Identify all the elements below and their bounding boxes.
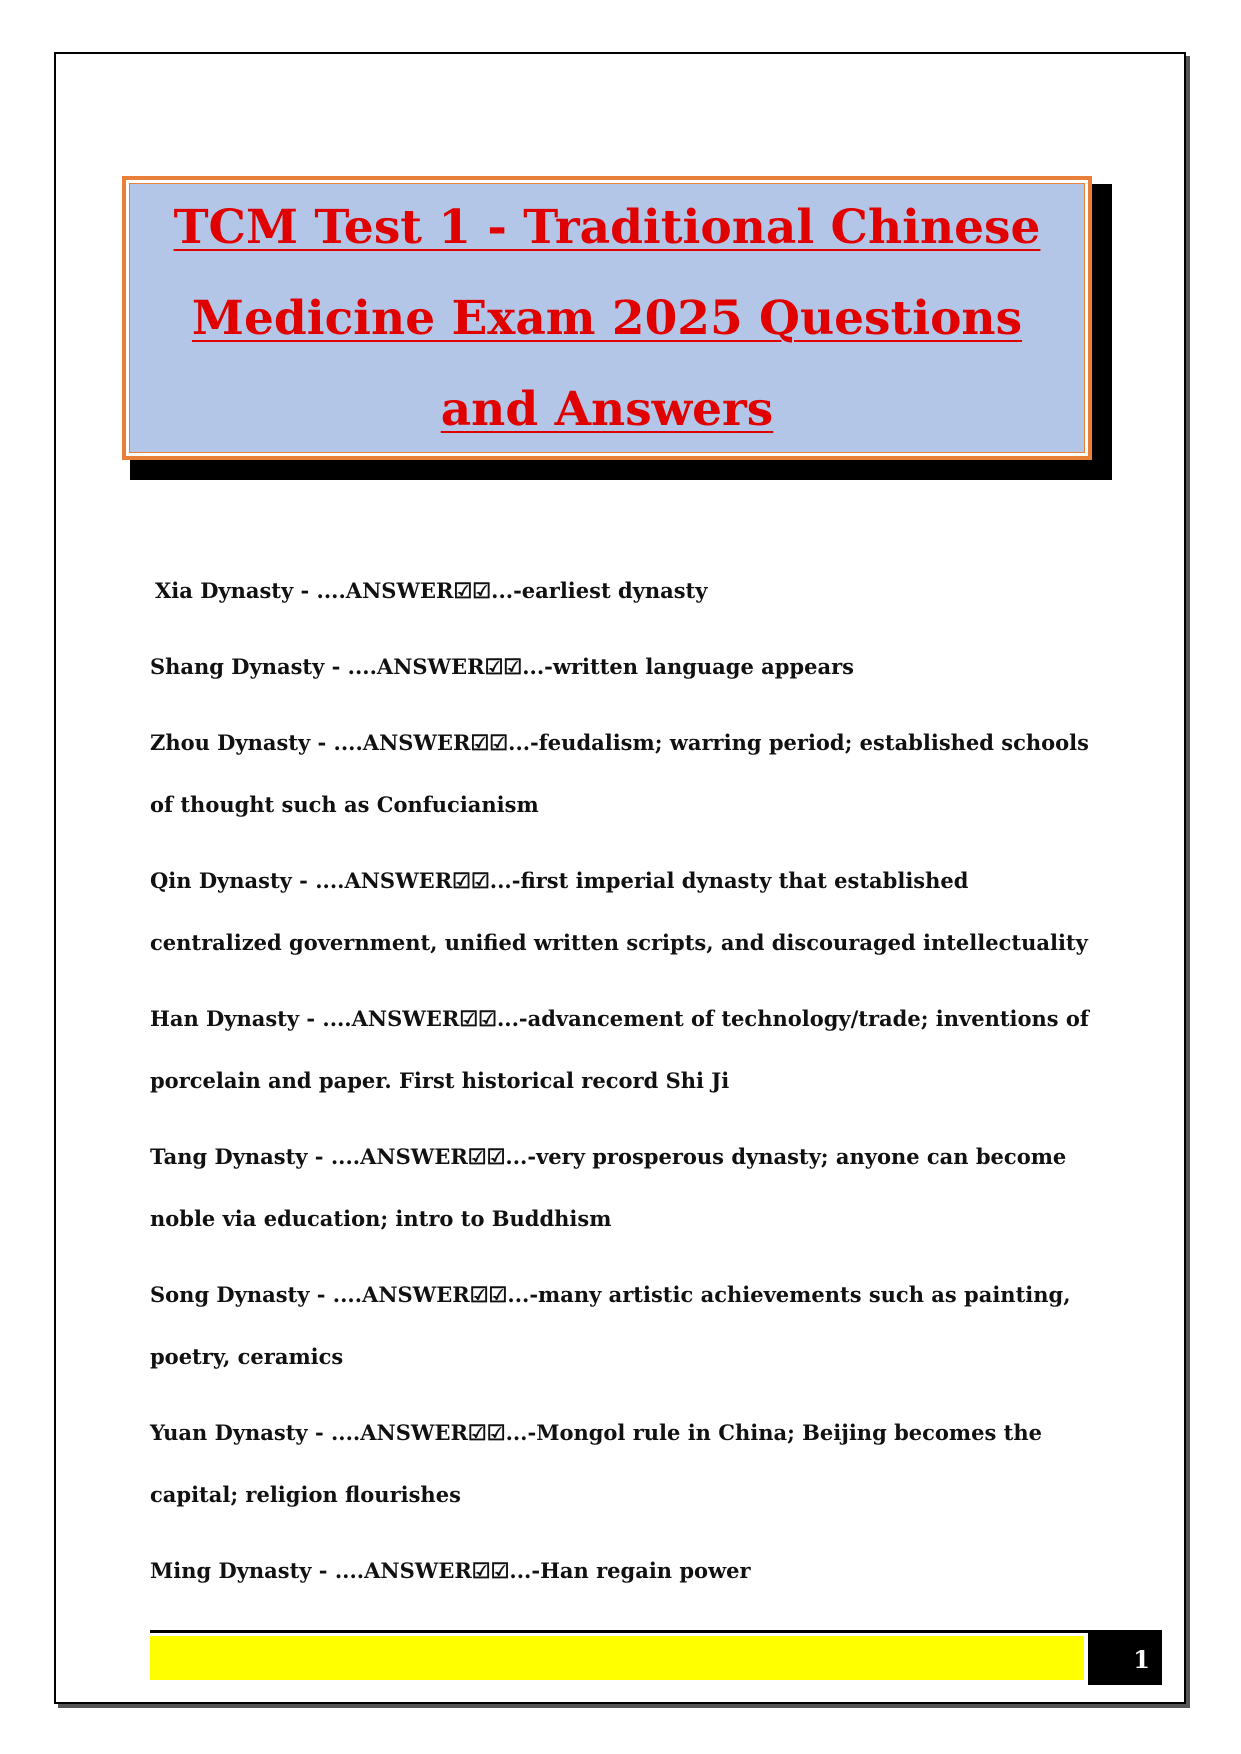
qa-entry: Yuan Dynasty - ....ANSWER☑☑...-Mongol rule in China; Beijing becomes the capital; religion flourishes (150, 1420, 1042, 1507)
page-number: 1 (1088, 1633, 1162, 1685)
qa-entry: Han Dynasty - ....ANSWER☑☑...-advancement of technology/trade; inventions of porcelain and paper. First historical record Shi Ji (150, 1006, 1089, 1093)
title-shadow (130, 184, 1112, 480)
title-panel (129, 183, 1085, 453)
footer-highlight-bar (150, 1636, 1084, 1680)
qa-entry: Ming Dynasty - ....ANSWER☑☑...-Han regain power (150, 1558, 751, 1583)
qa-entry: Shang Dynasty - ....ANSWER☑☑...-written language appears (150, 654, 854, 679)
document-title: TCM Test 1 - Traditional Chinese Medicine Exam 2025 Questions and Answers (173, 199, 1041, 437)
qa-entry: Xia Dynasty - ....ANSWER☑☑...-earliest dynasty (155, 578, 708, 603)
footer-rule (150, 1630, 1162, 1633)
qa-entry: Zhou Dynasty - ....ANSWER☑☑...-feudalism; warring period; established schools of thought such as Confucianism (150, 730, 1089, 817)
qa-list (150, 560, 1090, 1616)
qa-entry: Qin Dynasty - ....ANSWER☑☑...-first imperial dynasty that established centralized government, unified written scripts, and discouraged intellectuality (150, 868, 1088, 955)
title-box (122, 176, 1092, 460)
qa-entry: Tang Dynasty - ....ANSWER☑☑...-very prosperous dynasty; anyone can become noble via education; intro to Buddhism (150, 1144, 1067, 1231)
qa-entry: Song Dynasty - ....ANSWER☑☑...-many artistic achievements such as painting, poetry, ceramics (150, 1282, 1071, 1369)
